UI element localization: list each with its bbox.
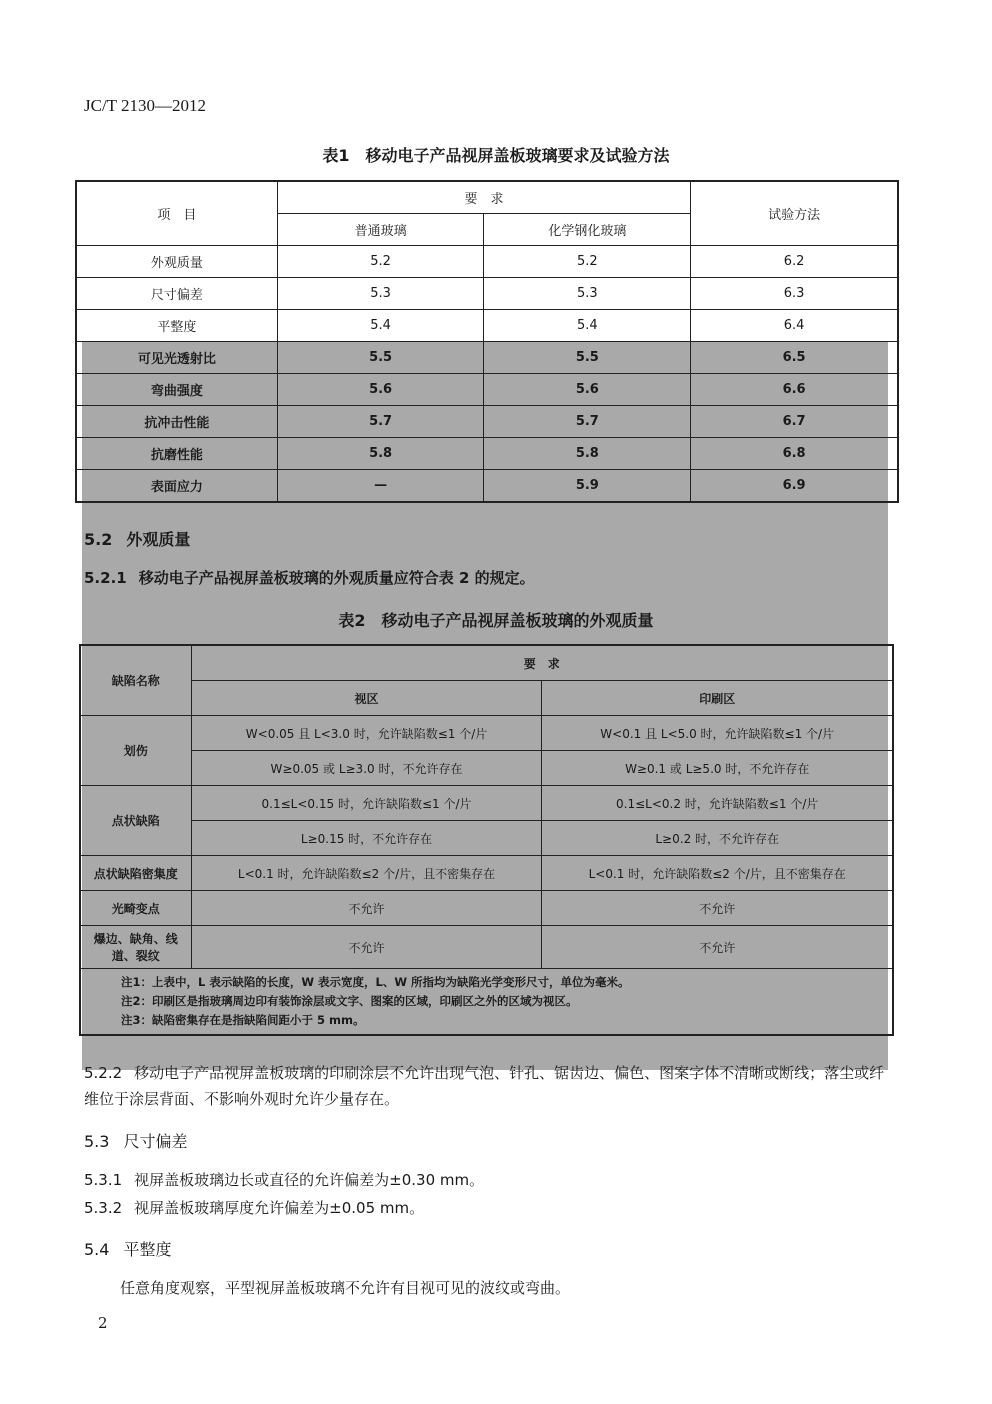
- t1-item: 表面应力: [76, 470, 277, 503]
- t2-scratch-view1: W<0.05 且 L<3.0 时，允许缺陷数≤1 个/片: [191, 716, 542, 751]
- table1-title: 表1 移动电子产品视屏盖板玻璃要求及试验方法: [322, 146, 670, 165]
- table-row: [76, 470, 898, 503]
- clause-number: 5.3.1: [84, 1171, 123, 1189]
- section-number: 5.2: [84, 530, 113, 549]
- table-row: [76, 310, 898, 342]
- clause-number: 5.3.2: [84, 1199, 123, 1217]
- t2-scratch-name: 划伤: [80, 716, 191, 786]
- t1-method: 6.2: [691, 246, 898, 278]
- t1-chemical: 5.5: [484, 342, 691, 374]
- t1-method: 6.5: [691, 342, 898, 374]
- section-title: 平整度: [123, 1240, 172, 1259]
- t2-distortion-print: 不允许: [542, 891, 893, 926]
- table-row: [76, 342, 898, 374]
- table2-title: 表2 移动电子产品视屏盖板玻璃的外观质量: [338, 611, 654, 630]
- t1-head-normal: 普通玻璃: [277, 214, 484, 246]
- clause-5-3-1: [84, 1167, 892, 1193]
- t2-scratch-print2: W≥0.1 或 L≥5.0 时，不允许存在: [542, 751, 893, 786]
- t1-chemical: 5.2: [484, 246, 691, 278]
- clause-number: 5.2.2: [84, 1064, 123, 1082]
- t1-item: 尺寸偏差: [76, 278, 277, 310]
- t1-chemical: 5.3: [484, 278, 691, 310]
- section-title: 外观质量: [126, 530, 191, 549]
- t1-item: 可见光透射比: [76, 342, 277, 374]
- table-notes-row: [80, 969, 893, 1036]
- table-row: [80, 891, 893, 926]
- t1-head-chemical: 化学钢化玻璃: [484, 214, 691, 246]
- clause-5-2-1: [84, 565, 892, 591]
- table-row: [80, 716, 893, 751]
- t1-item: 弯曲强度: [76, 374, 277, 406]
- t1-method: 6.4: [691, 310, 898, 342]
- t1-normal: 5.3: [277, 278, 484, 310]
- table-row: [80, 821, 893, 856]
- section-title: 尺寸偏差: [123, 1132, 188, 1151]
- t2-head-requirement: 要 求: [191, 645, 893, 681]
- t1-method: 6.3: [691, 278, 898, 310]
- t1-method: 6.7: [691, 406, 898, 438]
- clause-text: 视屏盖板玻璃边长或直径的允许偏差为±0.30 mm。: [134, 1171, 485, 1189]
- section-5-2-heading: [84, 527, 190, 550]
- t1-normal: 5.2: [277, 246, 484, 278]
- t2-head-view: 视区: [191, 681, 542, 716]
- clause-text: 移动电子产品视屏盖板玻璃的印刷涂层不允许出现气泡、针孔、锯齿边、偏色、图案字体不清晰或断线；落尘或纤维位于涂层背面、不影响外观时允许少量存在。: [84, 1064, 885, 1108]
- t2-scratch-view2: W≥0.05 或 L≥3.0 时，不允许存在: [191, 751, 542, 786]
- t2-edge-print: 不允许: [542, 926, 893, 969]
- section-number: 5.3: [84, 1132, 110, 1151]
- t1-item: 外观质量: [76, 246, 277, 278]
- t1-head-item: 项 目: [76, 181, 277, 246]
- section-5-3-heading: [84, 1129, 187, 1152]
- t1-head-requirement: 要 求: [277, 181, 691, 214]
- t2-density-name: 点状缺陷密集度: [80, 856, 191, 891]
- t2-edge-name: 爆边、缺角、线道、裂纹: [80, 926, 191, 969]
- note-1: 注1：上表中，L 表示缺陷的长度，W 表示宽度，L、W 所指均为缺陷光学变形尺寸，单位为毫米。: [121, 975, 630, 989]
- t1-normal: —: [277, 470, 484, 503]
- page-number: 2: [98, 1314, 108, 1332]
- t1-head-method: 试验方法: [691, 181, 898, 246]
- t2-spot-view2: L≥0.15 时，不允许存在: [191, 821, 542, 856]
- table-row: [80, 856, 893, 891]
- t2-notes: [80, 969, 893, 1036]
- table-row: [76, 246, 898, 278]
- t1-item: 平整度: [76, 310, 277, 342]
- t1-chemical: 5.6: [484, 374, 691, 406]
- t1-method: 6.8: [691, 438, 898, 470]
- table2: [79, 644, 894, 1036]
- t1-normal: 5.5: [277, 342, 484, 374]
- t1-normal: 5.7: [277, 406, 484, 438]
- clause-text: 视屏盖板玻璃厚度允许偏差为±0.05 mm。: [134, 1199, 425, 1217]
- clause-text: 移动电子产品视屏盖板玻璃的外观质量应符合表 2 的规定。: [138, 569, 535, 587]
- standard-code: JC/T 2130—2012: [84, 96, 207, 115]
- section-number: 5.4: [84, 1240, 110, 1259]
- clause-number: 5.2.1: [84, 569, 127, 587]
- t2-density-view: L<0.1 时，允许缺陷数≤2 个/片，且不密集存在: [191, 856, 542, 891]
- t1-item: 抗磨性能: [76, 438, 277, 470]
- t2-spot-print2: L≥0.2 时，不允许存在: [542, 821, 893, 856]
- t2-head-print: 印刷区: [542, 681, 893, 716]
- clause-5-3-2: [84, 1195, 892, 1221]
- t1-method: 6.6: [691, 374, 898, 406]
- table1: [75, 180, 899, 503]
- table-row: [80, 926, 893, 969]
- t2-edge-view: 不允许: [191, 926, 542, 969]
- note-2: 注2：印刷区是指玻璃周边印有装饰涂层或文字、图案的区域，印刷区之外的区域为视区。: [121, 994, 578, 1008]
- t2-distortion-name: 光畸变点: [80, 891, 191, 926]
- t1-normal: 5.6: [277, 374, 484, 406]
- note-3: 注3：缺陷密集存在是指缺陷间距小于 5 mm。: [121, 1013, 365, 1027]
- table-row: [76, 374, 898, 406]
- t1-chemical: 5.8: [484, 438, 691, 470]
- table-row: [76, 438, 898, 470]
- t1-normal: 5.4: [277, 310, 484, 342]
- t2-head-defect: 缺陷名称: [80, 645, 191, 716]
- t2-distortion-view: 不允许: [191, 891, 542, 926]
- t1-chemical: 5.7: [484, 406, 691, 438]
- table-row: [76, 278, 898, 310]
- t1-chemical: 5.4: [484, 310, 691, 342]
- table-row: [76, 406, 898, 438]
- t2-density-print: L<0.1 时，允许缺陷数≤2 个/片，且不密集存在: [542, 856, 893, 891]
- t1-method: 6.9: [691, 470, 898, 503]
- clause-5-2-2: [84, 1060, 892, 1112]
- t2-spot-view1: 0.1≤L<0.15 时，允许缺陷数≤1 个/片: [191, 786, 542, 821]
- t1-normal: 5.8: [277, 438, 484, 470]
- table-row: [80, 751, 893, 786]
- t1-item: 抗冲击性能: [76, 406, 277, 438]
- t2-scratch-print1: W<0.1 且 L<5.0 时，允许缺陷数≤1 个/片: [542, 716, 893, 751]
- section-5-4-heading: [84, 1237, 171, 1260]
- t2-spot-name: 点状缺陷: [80, 786, 191, 856]
- t1-chemical: 5.9: [484, 470, 691, 503]
- clause-5-4-text: 任意角度观察，平型视屏盖板玻璃不允许有目视可见的波纹或弯曲。: [120, 1279, 571, 1297]
- table-row: [80, 786, 893, 821]
- t2-spot-print1: 0.1≤L<0.2 时，允许缺陷数≤1 个/片: [542, 786, 893, 821]
